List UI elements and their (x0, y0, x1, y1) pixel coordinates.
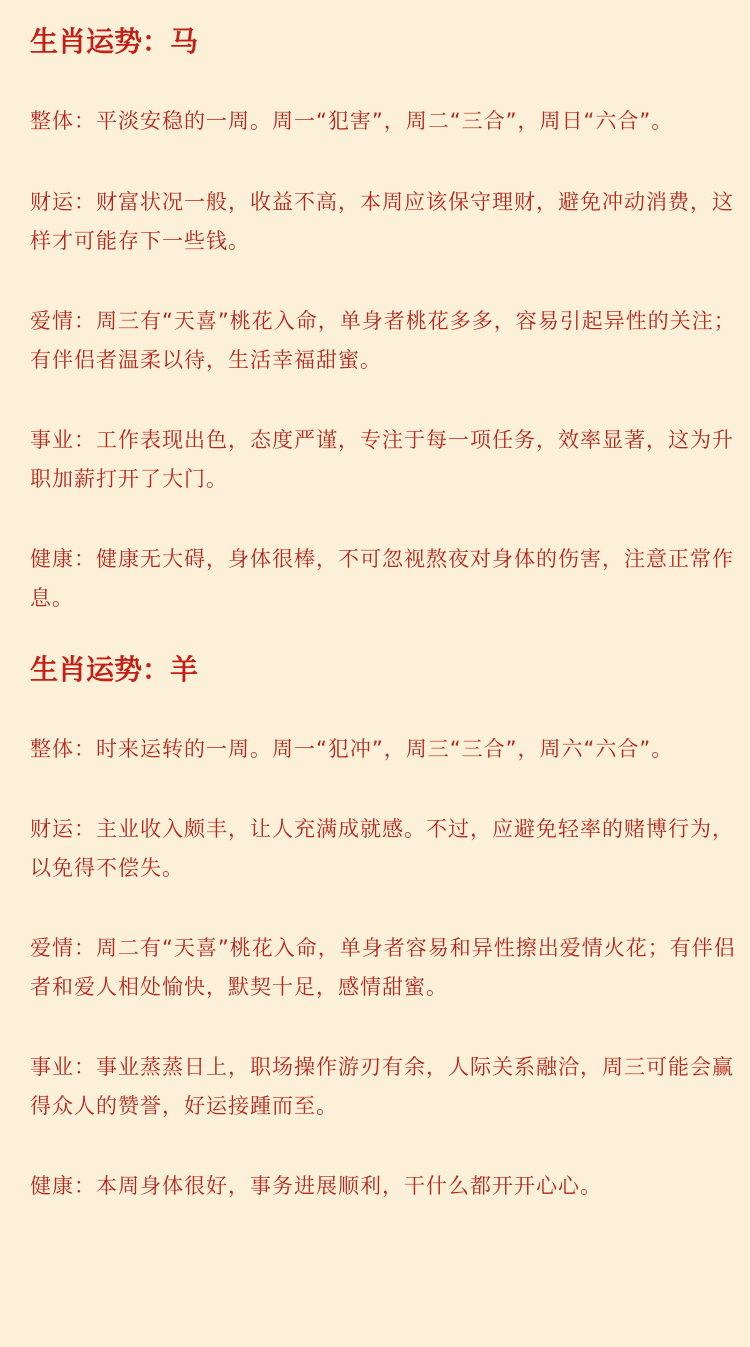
horse-career-paragraph: 事业：工作表现出色，态度严谨，专注于每一项任务，效率显著，这为升职加薪打开了大门。 (30, 428, 734, 491)
horse-love-paragraph: 爱情：周三有“天喜”桃花入命，单身者桃花多多，容易引起异性的关注；有伴侣者温柔以待，生活幸福甜蜜。 (30, 309, 736, 372)
section-title-horse: 生肖运势：马 (30, 25, 199, 58)
goat-wealth-paragraph: 财运：主业收入颇丰，让人充满成就感。不过，应避免轻率的赌博行为，以免得不偿失。 (30, 817, 734, 880)
horse-health-paragraph: 健康：健康无大碍，身体很棒，不可忽视熬夜对身体的伤害，注意正常作息。 (30, 547, 734, 610)
goat-health-paragraph: 健康：本周身体很好，事务进展顺利，干什么都开开心心。 (30, 1174, 602, 1198)
horse-wealth-paragraph: 财运：财富状况一般，收益不高，本周应该保守理财，避免冲动消费，这样才可能存下一些钱。 (30, 190, 734, 253)
goat-overall-paragraph: 整体：时来运转的一周。周一“犯冲”，周三“三合”，周六“六合”。 (30, 737, 674, 761)
goat-career-paragraph: 事业：事业蒸蒸日上，职场操作游刃有余，人际关系融洽，周三可能会赢得众人的赞誉，好运接踵而至。 (30, 1055, 734, 1118)
horse-overall-paragraph: 整体：平淡安稳的一周。周一“犯害”，周二“三合”，周日“六合”。 (30, 109, 674, 133)
goat-love-paragraph: 爱情：周二有“天喜”桃花入命，单身者容易和异性擦出爱情火花；有伴侣者和爱人相处愉快，默契十足，感情甜蜜。 (30, 936, 736, 999)
section-title-goat: 生肖运势：羊 (30, 653, 199, 686)
